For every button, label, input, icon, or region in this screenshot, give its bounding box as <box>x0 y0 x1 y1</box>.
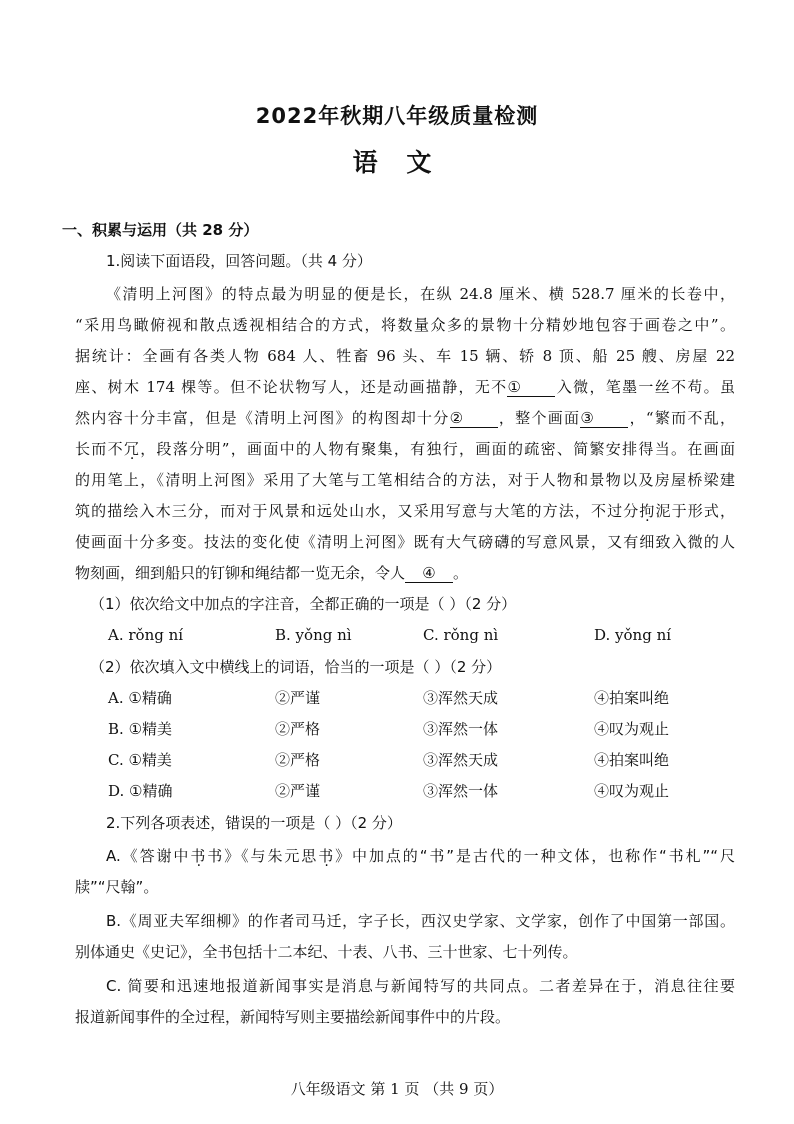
passage-text: 物刻画，细到船只的钉铆和绳结都一览无余，令人 <box>75 564 406 582</box>
sub2-option-a[interactable]: A. ①精确 <box>108 689 172 707</box>
question-1-stem: 1.阅读下面语段，回答问题。（共 4 分） <box>106 252 372 270</box>
sub2-option-d-word-4: ④叹为观止 <box>594 782 670 800</box>
passage-text: 泥于形式， <box>655 502 735 520</box>
sub1-option-a[interactable]: A. rǒng ní <box>108 626 184 644</box>
question-2-stem: 2.下列各项表述，错误的一项是（ ）（2 分） <box>106 814 402 832</box>
sub2-option-a-word-3: ③浑然天成 <box>423 689 499 707</box>
fill-blank-1[interactable]: ① <box>507 378 555 397</box>
passage-line-7: 的用笔上，《清明上河图》采用了大笔与工笔相结合的方法，对于人物和景物以及房屋桥梁建 <box>75 471 735 489</box>
fill-blank-2[interactable]: ② <box>450 409 498 428</box>
passage-line-5 <box>75 408 735 428</box>
passage-text: 。 <box>453 564 469 582</box>
passage-line-3: 据统计：全画有各类人物 684 人、牲畜 96 头、车 15 辆、轿 8 顶、船 25 艘、房屋 22 <box>75 347 735 365</box>
sub2-option-d-word-2: ②严谨 <box>275 782 321 800</box>
dotted-character: 拘 <box>639 502 656 520</box>
dotted-character: 书 <box>190 847 208 865</box>
q2-option-a-line-2: 牍”“尺翰”。 <box>75 878 159 896</box>
sub2-option-b-word-3: ③浑然一体 <box>423 720 499 738</box>
passage-text: 入微，笔墨一丝不苟。虽 <box>555 378 735 396</box>
sub1-option-c[interactable]: C. rǒng nì <box>423 626 499 644</box>
sub1-option-b[interactable]: B. yǒng nì <box>275 626 352 644</box>
passage-text: ，整个画面 <box>497 409 581 427</box>
passage-text: 长而不 <box>75 440 124 458</box>
sub-question-2-stem: （2）依次填入文中横线上的词语，恰当的一项是（ ）（2 分） <box>90 658 502 676</box>
dotted-character: 冗 <box>123 440 141 458</box>
passage-line-2: “采用鸟瞰俯视和散点透视相结合的方式，将数量众多的景物十分精妙地包容于画卷之中”。 <box>75 316 735 334</box>
exam-subject: 语 文 <box>352 148 442 177</box>
sub2-option-b-word-4: ④叹为观止 <box>594 720 670 738</box>
passage-line-10 <box>75 563 735 583</box>
passage-line-4 <box>75 377 735 397</box>
page-footer: 八年级语文 第 1 页 （共 9 页） <box>290 1080 504 1098</box>
section-heading: 一、积累与运用（共 28 分） <box>62 221 259 239</box>
passage-line-6 <box>75 439 735 459</box>
q2-option-c-line-2: 报道新闻事件的全过程，新闻特写则主要描绘新闻事件中的片段。 <box>75 1008 511 1026</box>
passage-text: 然内容十分丰富，但是《清明上河图》的构图却十分 <box>75 409 450 427</box>
sub2-option-b[interactable]: B. ①精美 <box>108 720 173 738</box>
sub2-option-c-word-3: ③浑然天成 <box>423 751 499 769</box>
passage-line-9: 使画面十分多变。技法的变化使《清明上河图》既有大气磅礴的写意风景，又有细致入微的人 <box>75 533 735 551</box>
passage-line-1: 《清明上河图》的特点最为明显的便是长，在纵 24.8 厘米、横 528.7 厘米的长卷中， <box>106 285 735 303</box>
sub1-option-d[interactable]: D. yǒng ní <box>594 626 672 644</box>
sub2-option-c-word-2: ②严格 <box>275 751 321 769</box>
sub2-option-a-word-4: ④拍案叫绝 <box>594 689 670 707</box>
q2-option-a-line-1[interactable]: A.《答谢中书书》《与朱元思书》中加点的“书”是古代的一种文体，也称作“书札”“尺 <box>106 847 735 865</box>
sub2-option-c-word-4: ④拍案叫绝 <box>594 751 670 769</box>
passage-text: ，段落分明”，画面中的人物有聚集，有独行，画面的疏密、简繁安排得当。在画面 <box>140 440 735 458</box>
dotted-character: 书 <box>318 847 336 865</box>
exam-title: 2022年秋期八年级质量检测 <box>255 104 539 128</box>
fill-blank-3[interactable]: ③ <box>580 409 628 428</box>
q2-option-b-line-2: 别体通史《史记》，全书包括十二本纪、十表、八书、三十世家、七十列传。 <box>75 943 578 961</box>
sub2-option-a-word-2: ②严谨 <box>275 689 321 707</box>
fill-blank-4[interactable]: ④ <box>405 564 453 583</box>
sub-question-1-stem: （1）依次给文中加点的字注音，全都正确的一项是（ ）（2 分） <box>90 595 517 613</box>
sub2-option-c[interactable]: C. ①精美 <box>108 751 172 769</box>
sub2-option-d[interactable]: D. ①精确 <box>108 782 173 800</box>
q2-option-c-line-1[interactable]: C. 简要和迅速地报道新闻事实是消息与新闻特写的共同点。二者差异在于，消息往往要 <box>106 977 735 995</box>
sub2-option-d-word-3: ③浑然一体 <box>423 782 499 800</box>
passage-text: 座、树木 174 棵等。但不论状物写人，还是动画描静，无不 <box>75 378 508 396</box>
q2-option-b-line-1[interactable]: B.《周亚夫军细柳》的作者司马迁，字子长，西汉史学家、文学家，创作了中国第一部国。 <box>106 912 735 930</box>
passage-text: 筑的描绘入木三分，而对于风景和远处山水，又采用写意与大笔的方法，不过分 <box>75 502 640 520</box>
passage-text: ，“繁而不乱， <box>628 409 735 427</box>
passage-line-8 <box>75 501 735 521</box>
sub2-option-b-word-2: ②严格 <box>275 720 321 738</box>
